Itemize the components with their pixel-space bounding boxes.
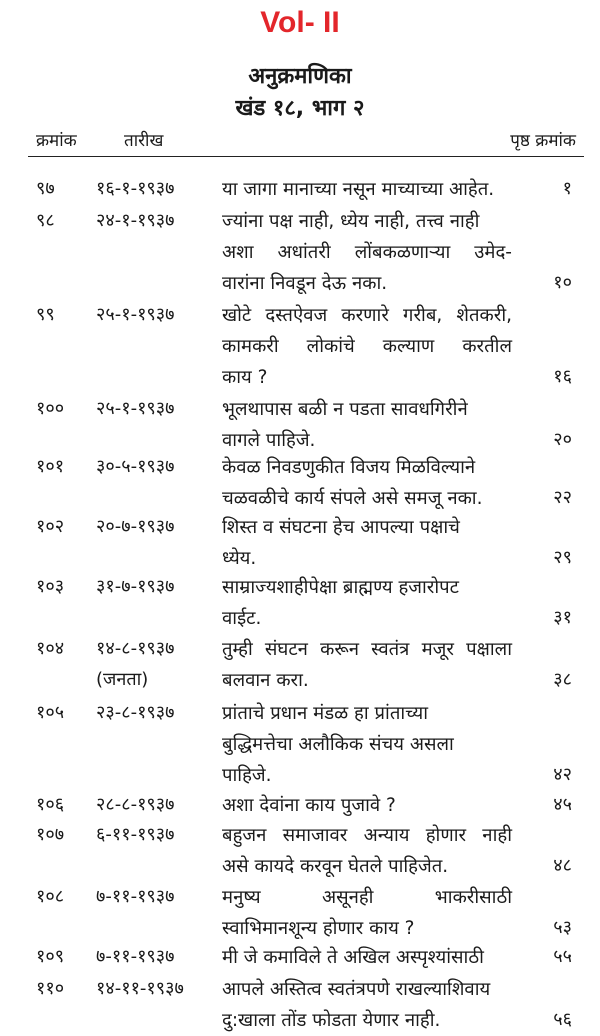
entry-title-line: ज्यांना पक्ष नाही, ध्येय नाही, तत्त्व नाही [222,211,480,232]
entry-number: १०९ [36,946,65,967]
entry-page: १० [553,272,572,293]
entry-title-line: अशा अधांतरी लोंबकळणाऱ्या उमेद- [222,242,512,263]
entry-number: ९९ [36,304,55,325]
entry-title-line: वारांना निवडून देऊ नका. [222,273,388,294]
entry-page: २२ [553,487,572,508]
entry-date: २०-७-१९३७ [96,516,175,537]
entry-title-line: केवळ निवडणुकीत विजय मिळविल्याने [222,457,476,478]
entry-number: १०५ [36,702,65,723]
entry-date: ७-११-१९३७ [96,886,175,907]
entry-page: ४८ [553,855,572,876]
entry-number: १०४ [36,638,65,659]
entry-title-line: चळवळीचे कार्य संपले असे समजू नका. [222,488,483,509]
entry-date: २५-१-१९३७ [96,304,175,325]
entry-page: ३८ [553,669,572,690]
entry-page: २९ [553,547,572,568]
entry-title-line: वाईट. [222,608,262,629]
entry-number: ९८ [36,210,55,231]
entry-title-line: मनुष्य असूनही भाकरीसाठी [222,887,512,908]
entry-page: ४२ [553,764,572,785]
entry-title-line: खोटे दस्तऐवज करणारे गरीब, शेतकरी, [222,305,512,326]
entry-number: १०२ [36,516,65,537]
entry-title-line: कामकरी लोकांचे कल्याण करतील [222,336,512,357]
entry-title-line: अशा देवांना काय पुजावे ? [222,795,396,816]
page-title: अनुक्रमणिका [248,64,352,89]
entry-title-line: स्वाभिमानशून्य होणार काय ? [222,918,415,939]
entry-page: ५३ [553,917,572,938]
entry-title-line: पाहिजे. [222,765,272,786]
entry-date: १४-८-१९३७ [96,638,175,659]
page-subtitle: खंड १८, भाग २ [235,96,365,121]
entry-date: ७-११-१९३७ [96,946,175,967]
entry-number: १०६ [36,794,65,815]
entry-title-line: बुद्धिमत्तेचा अलौकिक संचय असला [222,734,454,755]
entry-number: १०८ [36,886,65,907]
entry-date: ३१-७-१९३७ [96,576,175,597]
entry-number: १०७ [36,824,65,845]
entry-date: ३०-५-१९३७ [96,456,175,477]
entry-number: १०१ [36,456,65,477]
entry-page: ५६ [553,1009,572,1030]
entry-title-line: बहुजन समाजावर अन्याय होणार नाही [222,825,512,846]
entry-page: २० [553,429,572,450]
entry-title-line: तुम्ही संघटन करून स्वतंत्र मजूर पक्षाला [222,639,512,660]
entry-title-line: शिस्त व संघटना हेच आपल्या पक्षाचे [222,517,460,538]
entry-date: २८-८-१९३७ [96,794,175,815]
entry-date: १४-११-१९३७ [96,978,184,999]
entry-note: (जनता) [96,669,149,690]
entry-title-line: आपले अस्तित्व स्वतंत्रपणे राखल्याशिवाय [222,979,491,1000]
entry-number: ११० [36,978,65,999]
entry-page: १ [562,178,572,199]
entry-page: ३१ [553,607,572,628]
entry-title-line: ध्येय. [222,548,257,569]
header-date: तारीख [124,131,164,151]
entry-date: ६-११-१९३७ [96,824,175,845]
entry-title-line: या जागा मानाच्या नसून माच्याच्या आहेत. [222,179,495,200]
entry-page: ५५ [553,946,572,967]
entry-date: २३-८-१९३७ [96,702,175,723]
entry-title-line: भूलथापास बळी न पडता सावधगिरीने [222,399,468,420]
entry-date: २४-१-१९३७ [96,210,175,231]
entry-title-line: काय ? [222,367,268,388]
entry-number: ९७ [36,178,55,199]
header-rule [28,156,584,157]
entry-title-line: साम्राज्यशाहीपेक्षा ब्राह्मण्य हजारोपट [222,577,459,598]
entry-page: १६ [553,366,572,387]
header-page: पृष्ठ क्रमांक [510,131,576,151]
entry-title-line: वागले पाहिजे. [222,430,316,451]
entry-title-line: प्रांताचे प्रधान मंडळ हा प्रांताच्या [222,703,429,724]
entry-number: १०३ [36,576,65,597]
entry-title-line: दु:खाला तोंड फोडता येणार नाही. [222,1010,441,1031]
entry-number: १०० [36,398,65,419]
entry-title-line: मी जे कमाविले ते अखिल अस्पृश्यांसाठी [222,947,484,968]
entry-page: ४५ [553,794,572,815]
volume-label: Vol- II [260,6,340,39]
entry-title-line: असे कायदे करवून घेतले पाहिजेत. [222,856,449,877]
entry-title-line: बलवान करा. [222,670,309,691]
entry-date: १६-१-१९३७ [96,178,175,199]
entry-date: २५-१-१९३७ [96,398,175,419]
header-serial: क्रमांक [36,131,77,151]
